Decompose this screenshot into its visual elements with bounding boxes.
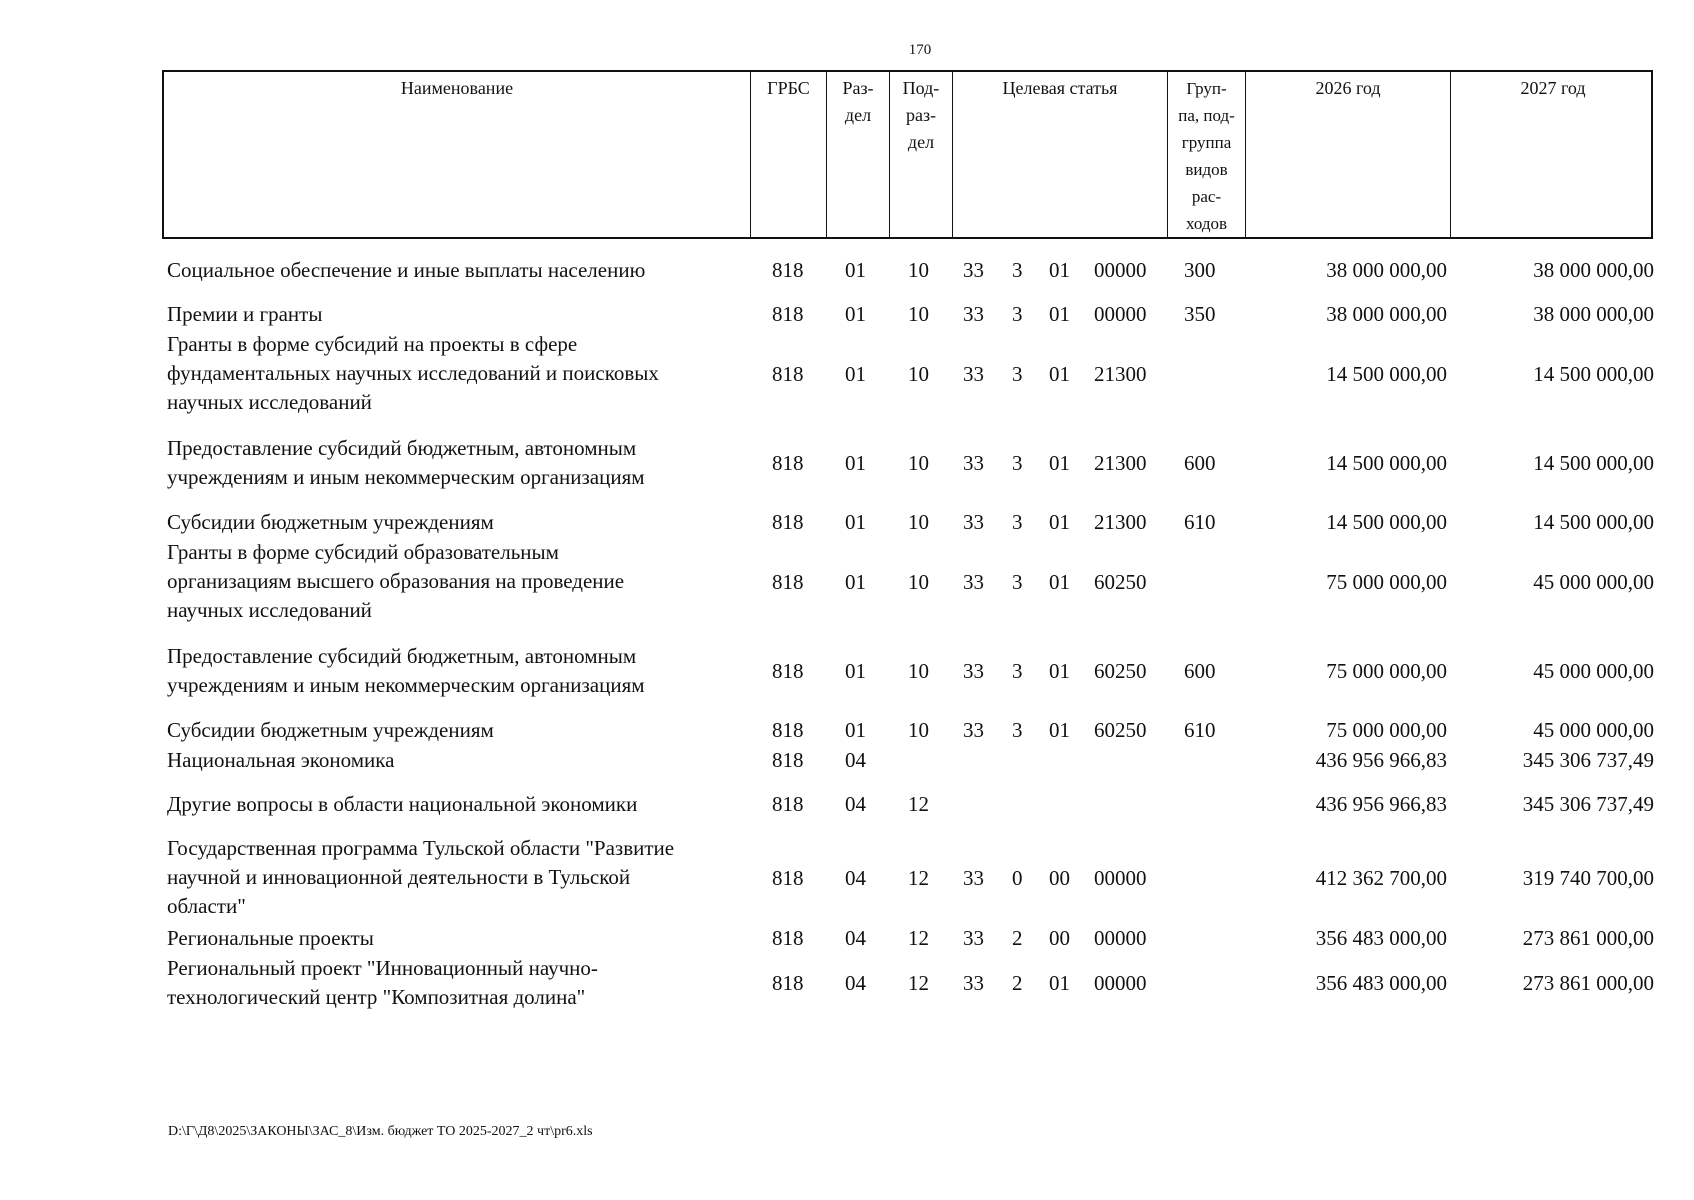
row-razdel: 01 <box>845 302 866 326</box>
row-amount-2027: 38 000 000,00 <box>1533 258 1654 282</box>
header-grbs: ГРБС <box>750 72 826 237</box>
row-razdel: 01 <box>845 659 866 683</box>
row-amount-2027: 14 500 000,00 <box>1533 362 1654 386</box>
row-target-direction: 21300 <box>1094 362 1147 386</box>
row-podrazdel: 10 <box>908 510 929 534</box>
row-grbs: 818 <box>772 451 804 475</box>
row-razdel: 01 <box>845 451 866 475</box>
file-path-footer: D:\Г\Д8\2025\ЗАКОНЫ\ЗАС_8\Изм. бюджет ТО 2025-2027_2 чт\pr6.xls <box>168 1124 593 1139</box>
row-razdel: 04 <box>845 748 866 772</box>
row-target-type: 3 <box>1012 451 1023 475</box>
row-target-direction: 21300 <box>1094 510 1147 534</box>
row-podrazdel: 10 <box>908 570 929 594</box>
header-year-2026: 2026 год <box>1245 72 1450 237</box>
row-amount-2026: 436 956 966,83 <box>1315 748 1447 772</box>
row-target-program: 33 <box>963 659 984 683</box>
row-target-type: 3 <box>1012 510 1023 534</box>
row-target-direction: 60250 <box>1094 570 1147 594</box>
header-name: Наименование <box>400 78 514 98</box>
row-name: Государственная программа Тульской области "Развитие научной и инновационной деятельности в Тульской области" <box>167 836 675 918</box>
row-amount-2027: 273 861 000,00 <box>1522 926 1654 950</box>
row-grbs: 818 <box>772 362 804 386</box>
row-grbs: 818 <box>772 926 804 950</box>
header-expense-group: Груп- па, под- группа видов рас- ходов <box>1167 72 1245 237</box>
header-razdel: Раз- дел <box>826 72 889 237</box>
row-grbs: 818 <box>772 302 804 326</box>
row-target-program: 33 <box>963 451 984 475</box>
row-razdel: 01 <box>845 718 866 742</box>
row-name: Региональный проект "Инновационный научно- технологический центр "Композитная долина" <box>167 956 598 1009</box>
row-target-direction: 60250 <box>1094 659 1147 683</box>
row-target-direction: 00000 <box>1094 258 1147 282</box>
row-name: Социальное обеспечение и иные выплаты населению <box>167 258 646 282</box>
row-target-type: 3 <box>1012 570 1023 594</box>
row-podrazdel: 10 <box>908 659 929 683</box>
row-grbs: 818 <box>772 718 804 742</box>
row-expense-group: 300 <box>1184 258 1216 282</box>
row-podrazdel: 12 <box>908 971 929 995</box>
header-target-article: Целевая статья <box>952 72 1167 237</box>
row-target-event: 01 <box>1049 302 1070 326</box>
row-target-type: 0 <box>1012 866 1023 890</box>
row-amount-2026: 412 362 700,00 <box>1315 866 1447 890</box>
row-expense-group: 610 <box>1184 510 1216 534</box>
row-target-program: 33 <box>963 718 984 742</box>
row-target-program: 33 <box>963 510 984 534</box>
row-target-event: 01 <box>1049 451 1070 475</box>
row-target-program: 33 <box>963 570 984 594</box>
row-target-type: 3 <box>1012 362 1023 386</box>
row-target-type: 3 <box>1012 302 1023 326</box>
row-target-event: 01 <box>1049 258 1070 282</box>
row-amount-2027: 345 306 737,49 <box>1522 748 1654 772</box>
row-amount-2026: 75 000 000,00 <box>1326 659 1447 683</box>
row-amount-2027: 45 000 000,00 <box>1533 570 1654 594</box>
row-target-program: 33 <box>963 926 984 950</box>
header-year-2027: 2027 год <box>1450 72 1655 237</box>
row-name: Другие вопросы в области национальной экономики <box>167 792 638 816</box>
row-podrazdel: 10 <box>908 451 929 475</box>
row-amount-2027: 345 306 737,49 <box>1522 792 1654 816</box>
row-grbs: 818 <box>772 659 804 683</box>
row-grbs: 818 <box>772 570 804 594</box>
row-razdel: 04 <box>845 926 866 950</box>
row-amount-2026: 356 483 000,00 <box>1315 926 1447 950</box>
row-expense-group: 350 <box>1184 302 1216 326</box>
row-razdel: 01 <box>845 570 866 594</box>
row-grbs: 818 <box>772 748 804 772</box>
row-target-program: 33 <box>963 258 984 282</box>
row-target-program: 33 <box>963 866 984 890</box>
row-razdel: 04 <box>845 971 866 995</box>
row-podrazdel: 10 <box>908 362 929 386</box>
row-amount-2027: 14 500 000,00 <box>1533 510 1654 534</box>
row-grbs: 818 <box>772 258 804 282</box>
row-target-direction: 60250 <box>1094 718 1147 742</box>
row-name: Национальная экономика <box>167 748 395 772</box>
row-amount-2026: 14 500 000,00 <box>1326 451 1447 475</box>
row-name: Гранты в форме субсидий на проекты в сфере фундаментальных научных исследований и поисковых научных исследований <box>167 332 659 414</box>
row-target-program: 33 <box>963 362 984 386</box>
row-razdel: 01 <box>845 362 866 386</box>
row-target-type: 3 <box>1012 258 1023 282</box>
row-target-program: 33 <box>963 302 984 326</box>
row-name: Гранты в форме субсидий образовательным организациям высшего образования на проведение научных исследований <box>167 540 625 622</box>
row-podrazdel: 12 <box>908 792 929 816</box>
row-expense-group: 610 <box>1184 718 1216 742</box>
row-podrazdel: 10 <box>908 302 929 326</box>
row-target-direction: 21300 <box>1094 451 1147 475</box>
row-amount-2026: 436 956 966,83 <box>1315 792 1447 816</box>
row-target-event: 01 <box>1049 362 1070 386</box>
row-amount-2027: 319 740 700,00 <box>1522 866 1654 890</box>
row-target-type: 3 <box>1012 659 1023 683</box>
row-amount-2027: 45 000 000,00 <box>1533 718 1654 742</box>
row-amount-2026: 38 000 000,00 <box>1326 258 1447 282</box>
row-amount-2026: 38 000 000,00 <box>1326 302 1447 326</box>
row-target-direction: 00000 <box>1094 302 1147 326</box>
row-amount-2027: 45 000 000,00 <box>1533 659 1654 683</box>
page-number: 170 <box>908 42 932 58</box>
row-amount-2026: 75 000 000,00 <box>1326 718 1447 742</box>
row-amount-2026: 75 000 000,00 <box>1326 570 1447 594</box>
row-target-program: 33 <box>963 971 984 995</box>
row-razdel: 04 <box>845 866 866 890</box>
row-grbs: 818 <box>772 866 804 890</box>
row-podrazdel: 10 <box>908 718 929 742</box>
row-grbs: 818 <box>772 792 804 816</box>
row-name: Субсидии бюджетным учреждениям <box>167 718 494 742</box>
row-amount-2027: 14 500 000,00 <box>1533 451 1654 475</box>
row-amount-2026: 14 500 000,00 <box>1326 510 1447 534</box>
row-razdel: 01 <box>845 258 866 282</box>
row-expense-group: 600 <box>1184 659 1216 683</box>
header-podrazdel: Под- раз- дел <box>889 72 952 237</box>
row-razdel: 04 <box>845 792 866 816</box>
row-target-direction: 00000 <box>1094 926 1147 950</box>
row-target-event: 01 <box>1049 659 1070 683</box>
row-target-type: 2 <box>1012 971 1023 995</box>
row-name: Предоставление субсидий бюджетным, автономным учреждениям и иным некоммерческим организациям <box>167 644 645 697</box>
row-target-direction: 00000 <box>1094 971 1147 995</box>
row-target-event: 01 <box>1049 718 1070 742</box>
row-name: Субсидии бюджетным учреждениям <box>167 510 494 534</box>
row-name: Предоставление субсидий бюджетным, автономным учреждениям и иным некоммерческим организациям <box>167 436 645 489</box>
row-amount-2027: 38 000 000,00 <box>1533 302 1654 326</box>
row-name: Региональные проекты <box>167 926 374 950</box>
row-target-direction: 00000 <box>1094 866 1147 890</box>
row-amount-2027: 273 861 000,00 <box>1522 971 1654 995</box>
row-target-event: 01 <box>1049 510 1070 534</box>
row-target-event: 01 <box>1049 570 1070 594</box>
row-podrazdel: 10 <box>908 258 929 282</box>
row-amount-2026: 14 500 000,00 <box>1326 362 1447 386</box>
row-target-event: 01 <box>1049 971 1070 995</box>
row-name: Премии и гранты <box>167 302 323 326</box>
row-target-event: 00 <box>1049 866 1070 890</box>
row-podrazdel: 12 <box>908 866 929 890</box>
row-target-type: 3 <box>1012 718 1023 742</box>
row-grbs: 818 <box>772 510 804 534</box>
row-expense-group: 600 <box>1184 451 1216 475</box>
row-razdel: 01 <box>845 510 866 534</box>
row-amount-2026: 356 483 000,00 <box>1315 971 1447 995</box>
row-target-event: 00 <box>1049 926 1070 950</box>
row-target-type: 2 <box>1012 926 1023 950</box>
row-podrazdel: 12 <box>908 926 929 950</box>
row-grbs: 818 <box>772 971 804 995</box>
